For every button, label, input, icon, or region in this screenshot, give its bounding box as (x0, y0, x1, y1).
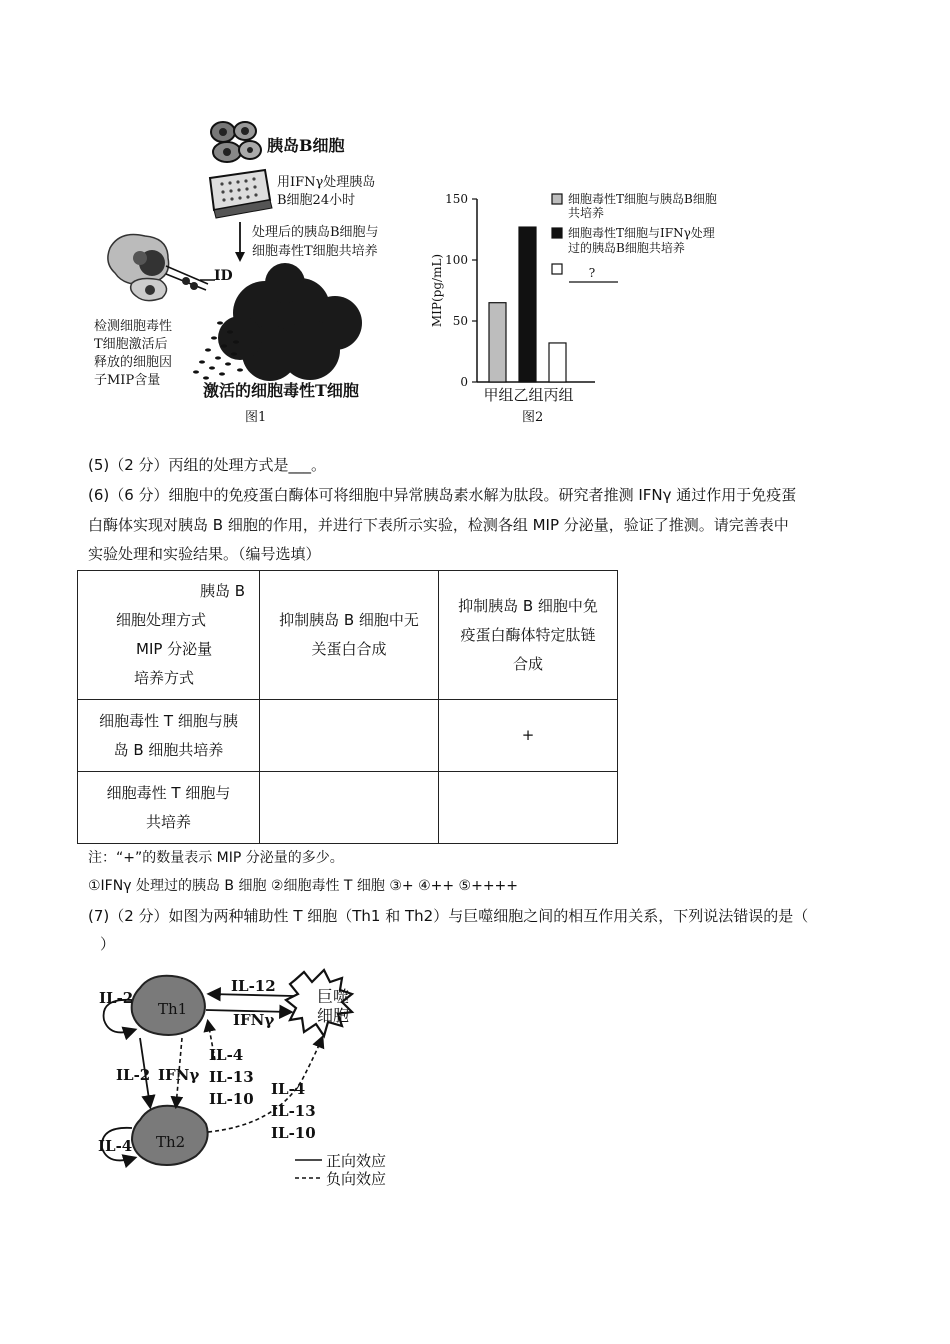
question-7-line-1: (7)（2 分）如图为两种辅助性 T 细胞（Th1 和 Th2）与巨噬细胞之间的相互作用关系，下列说法错误的是（ (88, 907, 809, 925)
fig1-islet-label: 胰岛B细胞 (267, 136, 345, 155)
mip-bar-chart (425, 185, 765, 425)
y-tick-label: 150 (445, 192, 468, 206)
fig1-ifn-label-1: 用IFNγ处理胰岛 (277, 175, 376, 190)
fig1-id-label: ID (214, 268, 233, 284)
row2-label-line-1: 细胞毒性 T 细胞与 (106, 783, 231, 802)
synapse-connector-icon (166, 266, 215, 290)
fig3-th1-label: Th1 (158, 1000, 188, 1018)
row1-label-line-2: 岛 B 细胞共培养 (113, 740, 224, 759)
fig3-macro-label-1: 巨噬 (317, 987, 350, 1006)
y-axis-label: MIP(pg/mL) (430, 253, 444, 328)
legend-swatch-3 (552, 264, 562, 274)
answer-options: ①IFNγ 处理过的胰岛 B 细胞 ②细胞毒性 T 细胞 ③+ ④++ ⑤++++ (88, 878, 519, 894)
legend-swatch-1 (552, 194, 562, 204)
y-tick-label: 0 (460, 375, 468, 389)
x-category-label: 甲组 (483, 386, 514, 404)
fig1-detect-label-3: 释放的细胞因 (94, 355, 173, 370)
chart-legend (552, 191, 717, 282)
fig3-mid-il10: IL-10 (209, 1090, 254, 1108)
fig1-ifn-label-2: B细胞24小时 (277, 193, 356, 208)
corner-text-2: 细胞处理方式 (116, 611, 207, 629)
activated-t-cell-icon (218, 263, 362, 381)
fig3-il4-self: IL-4 (98, 1137, 133, 1155)
table-header-col2 (439, 571, 618, 700)
y-tick-label: 50 (452, 314, 468, 328)
corner-text-3: MIP 分泌量 (136, 640, 213, 658)
table-row1-label (78, 700, 260, 772)
question-6-line-1: (6)（6 分）细胞中的免疫蛋白酶体可将细胞中异常胰岛素水解为肽段。研究者推测 IFNγ 通过作用于免疫蛋 (88, 486, 797, 504)
fig3-th2-label: Th2 (156, 1133, 186, 1151)
table-note: 注：“+”的数量表示 MIP 分泌量的多少。 (88, 850, 344, 866)
table-header-col1 (260, 571, 439, 700)
corner-text-4: 培养方式 (134, 669, 195, 687)
table-cell-r2c1[interactable] (260, 772, 439, 844)
fig3-mid-il13: IL-13 (209, 1068, 254, 1086)
y-tick-label: 100 (445, 253, 468, 267)
row1-label-line-1: 细胞毒性 T 细胞与胰 (99, 711, 238, 730)
bar-3 (549, 343, 566, 382)
corner-text-1: 胰岛 B (200, 582, 246, 600)
fig3-macro-label-2: 细胞 (317, 1006, 350, 1025)
fig1-cocult-label-1: 处理后的胰岛B细胞与 (252, 225, 379, 240)
question-6-line-2: 白酶体实现对胰岛 B 细胞的作用，并进行下表所示实验，检测各组 MIP 分泌量，验证了推测。请完善表中 (88, 516, 789, 534)
legend-text: 过的胰岛B细胞共培养 (568, 241, 685, 255)
question-6-line-3: 实验处理和实验结果。（编号选填） (88, 545, 321, 563)
experiment-table (77, 570, 618, 844)
fig1-activated-label: 激活的细胞毒性T细胞 (203, 381, 359, 400)
row2-label-line-2: 共培养 (145, 812, 191, 831)
question-7-line-2: ） (100, 935, 116, 953)
header-col2-line-2: 疫蛋白酶体特定肽链 (460, 625, 596, 644)
down-arrow-icon (235, 222, 245, 262)
header-col2-line-1: 抑制胰岛 B 细胞中免 (458, 596, 598, 615)
fig3-low-il4: IL-4 (271, 1080, 306, 1098)
fig1-detect-label-4: 子MIP含量 (94, 373, 161, 388)
table-corner-cell (78, 571, 260, 700)
header-col1-line-2: 关蛋白合成 (311, 640, 387, 658)
table-cell-r2c2[interactable] (439, 772, 618, 844)
culture-plate-icon (210, 170, 272, 218)
fig3-il12: IL-12 (231, 977, 276, 995)
fig3-legend-negative: 负向效应 (326, 1170, 387, 1188)
islet-cells-icon (211, 122, 261, 162)
fig3-mid-il4: IL-4 (209, 1046, 244, 1064)
chart-axes (430, 192, 595, 389)
fig3-il2-down: IL-2 (116, 1066, 151, 1084)
fig2-caption: 图2 (522, 410, 544, 425)
x-category-label: 乙组 (513, 386, 544, 404)
fig3-ifng-pos: IFNγ (233, 1011, 275, 1029)
header-col1-line-1: 抑制胰岛 B 细胞中无 (279, 611, 419, 629)
treated-islet-cell-icon (108, 235, 169, 301)
legend-swatch-2 (552, 228, 562, 238)
fig1-detect-label-2: T细胞激活后 (94, 337, 168, 352)
bar-2 (519, 227, 536, 382)
fig3-low-il13: IL-13 (271, 1102, 316, 1120)
legend-text: 细胞毒性T细胞与胰岛B细胞 (568, 192, 717, 206)
fig1-cocult-label-2: 细胞毒性T细胞共培养 (252, 244, 378, 259)
question-5: (5)（2 分）丙组的处理方式是___。 (88, 456, 327, 474)
fig3-il2-self: IL-2 (99, 989, 134, 1007)
fig3-ifng-neg: IFNγ (158, 1066, 200, 1084)
fig1-detect-label-1: 检测细胞毒性 (94, 319, 173, 334)
header-col2-line-3: 合成 (512, 654, 543, 673)
table-cell-r1c2: + (439, 700, 618, 772)
x-category-label: 丙组 (543, 386, 574, 404)
bar-1 (489, 303, 506, 382)
fig3-low-il10: IL-10 (271, 1124, 316, 1142)
fig3-legend-positive: 正向效应 (326, 1152, 387, 1170)
table-row2-label (78, 772, 260, 844)
chart-bars (483, 227, 573, 404)
fig1-caption: 图1 (245, 410, 267, 425)
legend-text: ? (588, 266, 596, 280)
table-cell-r1c1[interactable] (260, 700, 439, 772)
legend-text: 共培养 (568, 206, 605, 220)
legend-text: 细胞毒性T细胞与IFNγ处理 (568, 226, 715, 240)
